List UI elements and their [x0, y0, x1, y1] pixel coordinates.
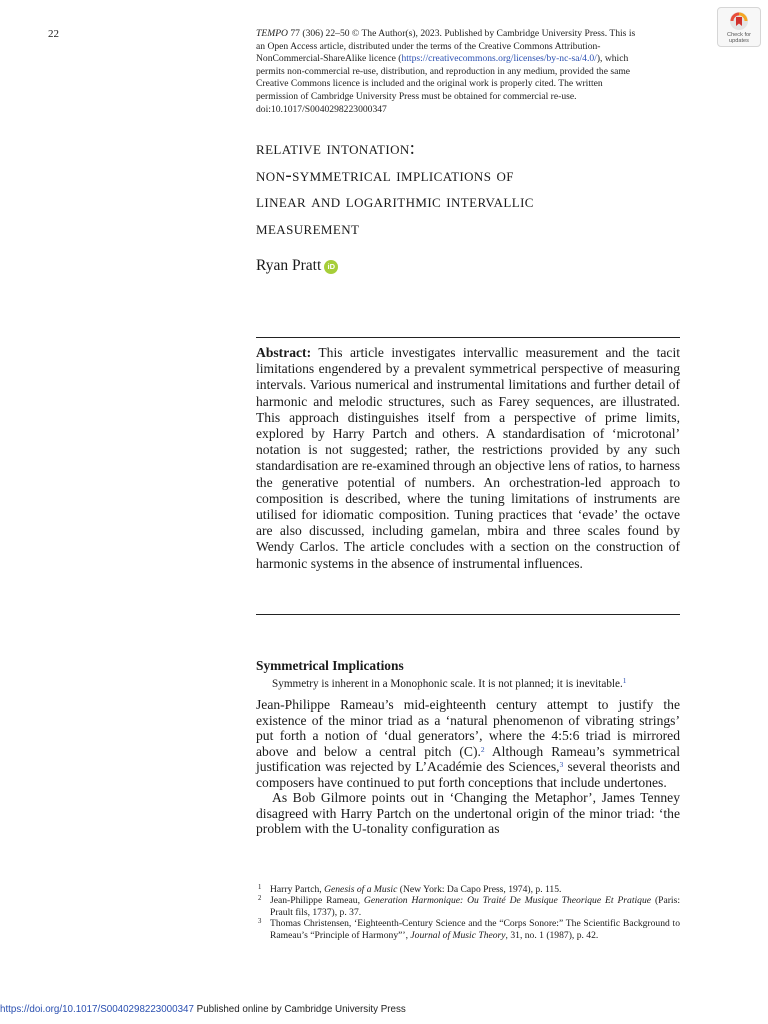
check-updates-line-2: updates [729, 38, 749, 44]
abstract-text: This article investigates intervallic measurement and the tacit limitations engendered by a prevalent symmetrical perspective of measuring intervals. Various numerical and instrumental limitations and further detail of harmonic and melodic structures, such as Farey sequences, are illustrated. This approach distinguishes itself from a perspective of prime limits, explored by Harry Partch and others. A standardisation of ‘microtonal’ notation is not suggested; rather, the restrictions provided by any such standardisation are re-examined through an objective lens of ratios, to harness the generative potential of numbers. An orchestration-led approach to composition is described, where the tuning limitations of instruments are utilised for idiomatic composition. Tuning practices that ‘evade’ the octave are also discussed, including gamelan, mbira and three scales found by Wendy Carlos. The article concludes with a section on the construction of harmonic systems in the absence of instrumental influences. [256, 345, 680, 571]
abstract-bottom-rule [256, 614, 680, 615]
epigraph [272, 677, 682, 691]
footer-doi-link[interactable]: https://doi.org/10.1017/S0040298223000347 [0, 1004, 194, 1015]
footnote-title: Generation Harmonique: Ou Traité De Musique Theorique Et Pratique [363, 895, 652, 907]
article-title [256, 136, 686, 242]
page-footer [0, 1004, 406, 1015]
journal-name: TEMPO [256, 28, 288, 39]
bookmark-icon [729, 11, 749, 31]
pubinfo-line-3-end: ), which [596, 53, 629, 65]
title-line-2: non-symmetrical implications of [256, 164, 514, 186]
title-line-4: measurement [256, 217, 360, 239]
footnotes [256, 884, 680, 941]
abstract-label: Abstract: [256, 345, 312, 360]
footnote-text: Jean-Philippe Rameau, [270, 895, 364, 907]
footnote-text: (Paris: Prault fils, 1737), p. 37. [270, 895, 680, 918]
footnote-3 [256, 918, 680, 941]
paragraph-1-text-a: Jean-Philippe Rameau’s mid-eighteenth century attempt to justify the existence of the minor triad as a ‘natural phenomenon of vibrating strings’ put forth a notion of ‘dual generators’, where the 4:5:6 triad is mirrored above and below a central pitch (C). [256, 697, 680, 759]
check-updates-line-1: Check for [727, 32, 751, 38]
footnote-text: Thomas Christensen, ‘Eighteenth-Century Science and the “Corps Sonore:” The Scientific Background to Rameau’s “Principle of Harmony”’, [270, 918, 680, 941]
publication-info [256, 28, 680, 116]
author-name[interactable]: Ryan Pratt [256, 257, 322, 274]
footnote-number: 2 [258, 895, 262, 903]
epigraph-text: Symmetry is inherent in a Monophonic scale. It is not planned; it is inevitable. [272, 678, 623, 690]
paragraph-2: As Bob Gilmore points out in ‘Changing the Metaphor’, James Tenney disagreed with Harry Partch on the undertonal origin of the minor triad: ‘the problem with the U-tonality configuration as [256, 790, 680, 836]
license-link[interactable]: https://creativecommons.org/licenses/by-nc-sa/4.0/ [401, 53, 597, 65]
title-line-1: relative intonation: [256, 138, 416, 159]
paragraph-1 [256, 697, 680, 790]
pubinfo-line-2: an Open Access article, distributed under the terms of the Creative Commons Attribution- [256, 40, 601, 52]
footnote-title: Journal of Music Theory [410, 929, 506, 941]
footnote-ref-1[interactable]: 1 [622, 676, 627, 685]
orcid-icon[interactable]: iD [324, 260, 338, 274]
abstract-top-rule [256, 337, 680, 338]
body-text [256, 697, 680, 837]
article-doi: doi:10.1017/S0040298223000347 [256, 103, 387, 115]
footer-text: Published online by Cambridge University Press [193, 1004, 406, 1015]
pubinfo-line-3-start: NonCommercial-ShareAlike licence ( [256, 53, 402, 65]
footnote-number: 1 [258, 884, 262, 891]
page-number: 22 [48, 28, 59, 40]
title-line-3: linear and logarithmic intervallic [256, 191, 534, 212]
footnote-number: 3 [258, 918, 262, 926]
author-byline [256, 257, 338, 275]
paragraph-1-text-c: several theorists and composers have continued to put forth conceptions that include undertones. [256, 759, 680, 790]
footnote-text: Harry Partch, [270, 884, 325, 895]
pubinfo-line-4: permits non-commercial re-use, distribution, and reproduction in any medium, provided the same [256, 65, 631, 77]
pubinfo-line-6: permission of Cambridge University Press must be obtained for commercial re-use. [256, 90, 577, 102]
footnote-ref-2[interactable]: 2 [480, 744, 485, 754]
paragraph-1-text-b: Although Rameau’s symmetrical justification was rejected by L’Académie des Sciences, [256, 743, 680, 774]
pubinfo-line-1: 77 (306) 22–50 © The Author(s), 2023. Published by Cambridge University Press. This is [287, 28, 636, 39]
footnote-text: (New York: Da Capo Press, 1974), p. 115. [397, 884, 562, 895]
check-for-updates-button[interactable] [717, 7, 761, 47]
abstract [256, 345, 680, 572]
footnote-text: , 31, no. 1 (1987), p. 42. [505, 929, 599, 941]
footnote-1 [256, 884, 680, 895]
footnote-2 [256, 895, 680, 918]
footnote-title: Genesis of a Music [324, 884, 398, 895]
pubinfo-line-5: Creative Commons licence is included and the original work is properly cited. The written [256, 78, 603, 90]
footnote-ref-3[interactable]: 3 [559, 760, 564, 769]
section-heading: Symmetrical Implications [256, 658, 404, 673]
